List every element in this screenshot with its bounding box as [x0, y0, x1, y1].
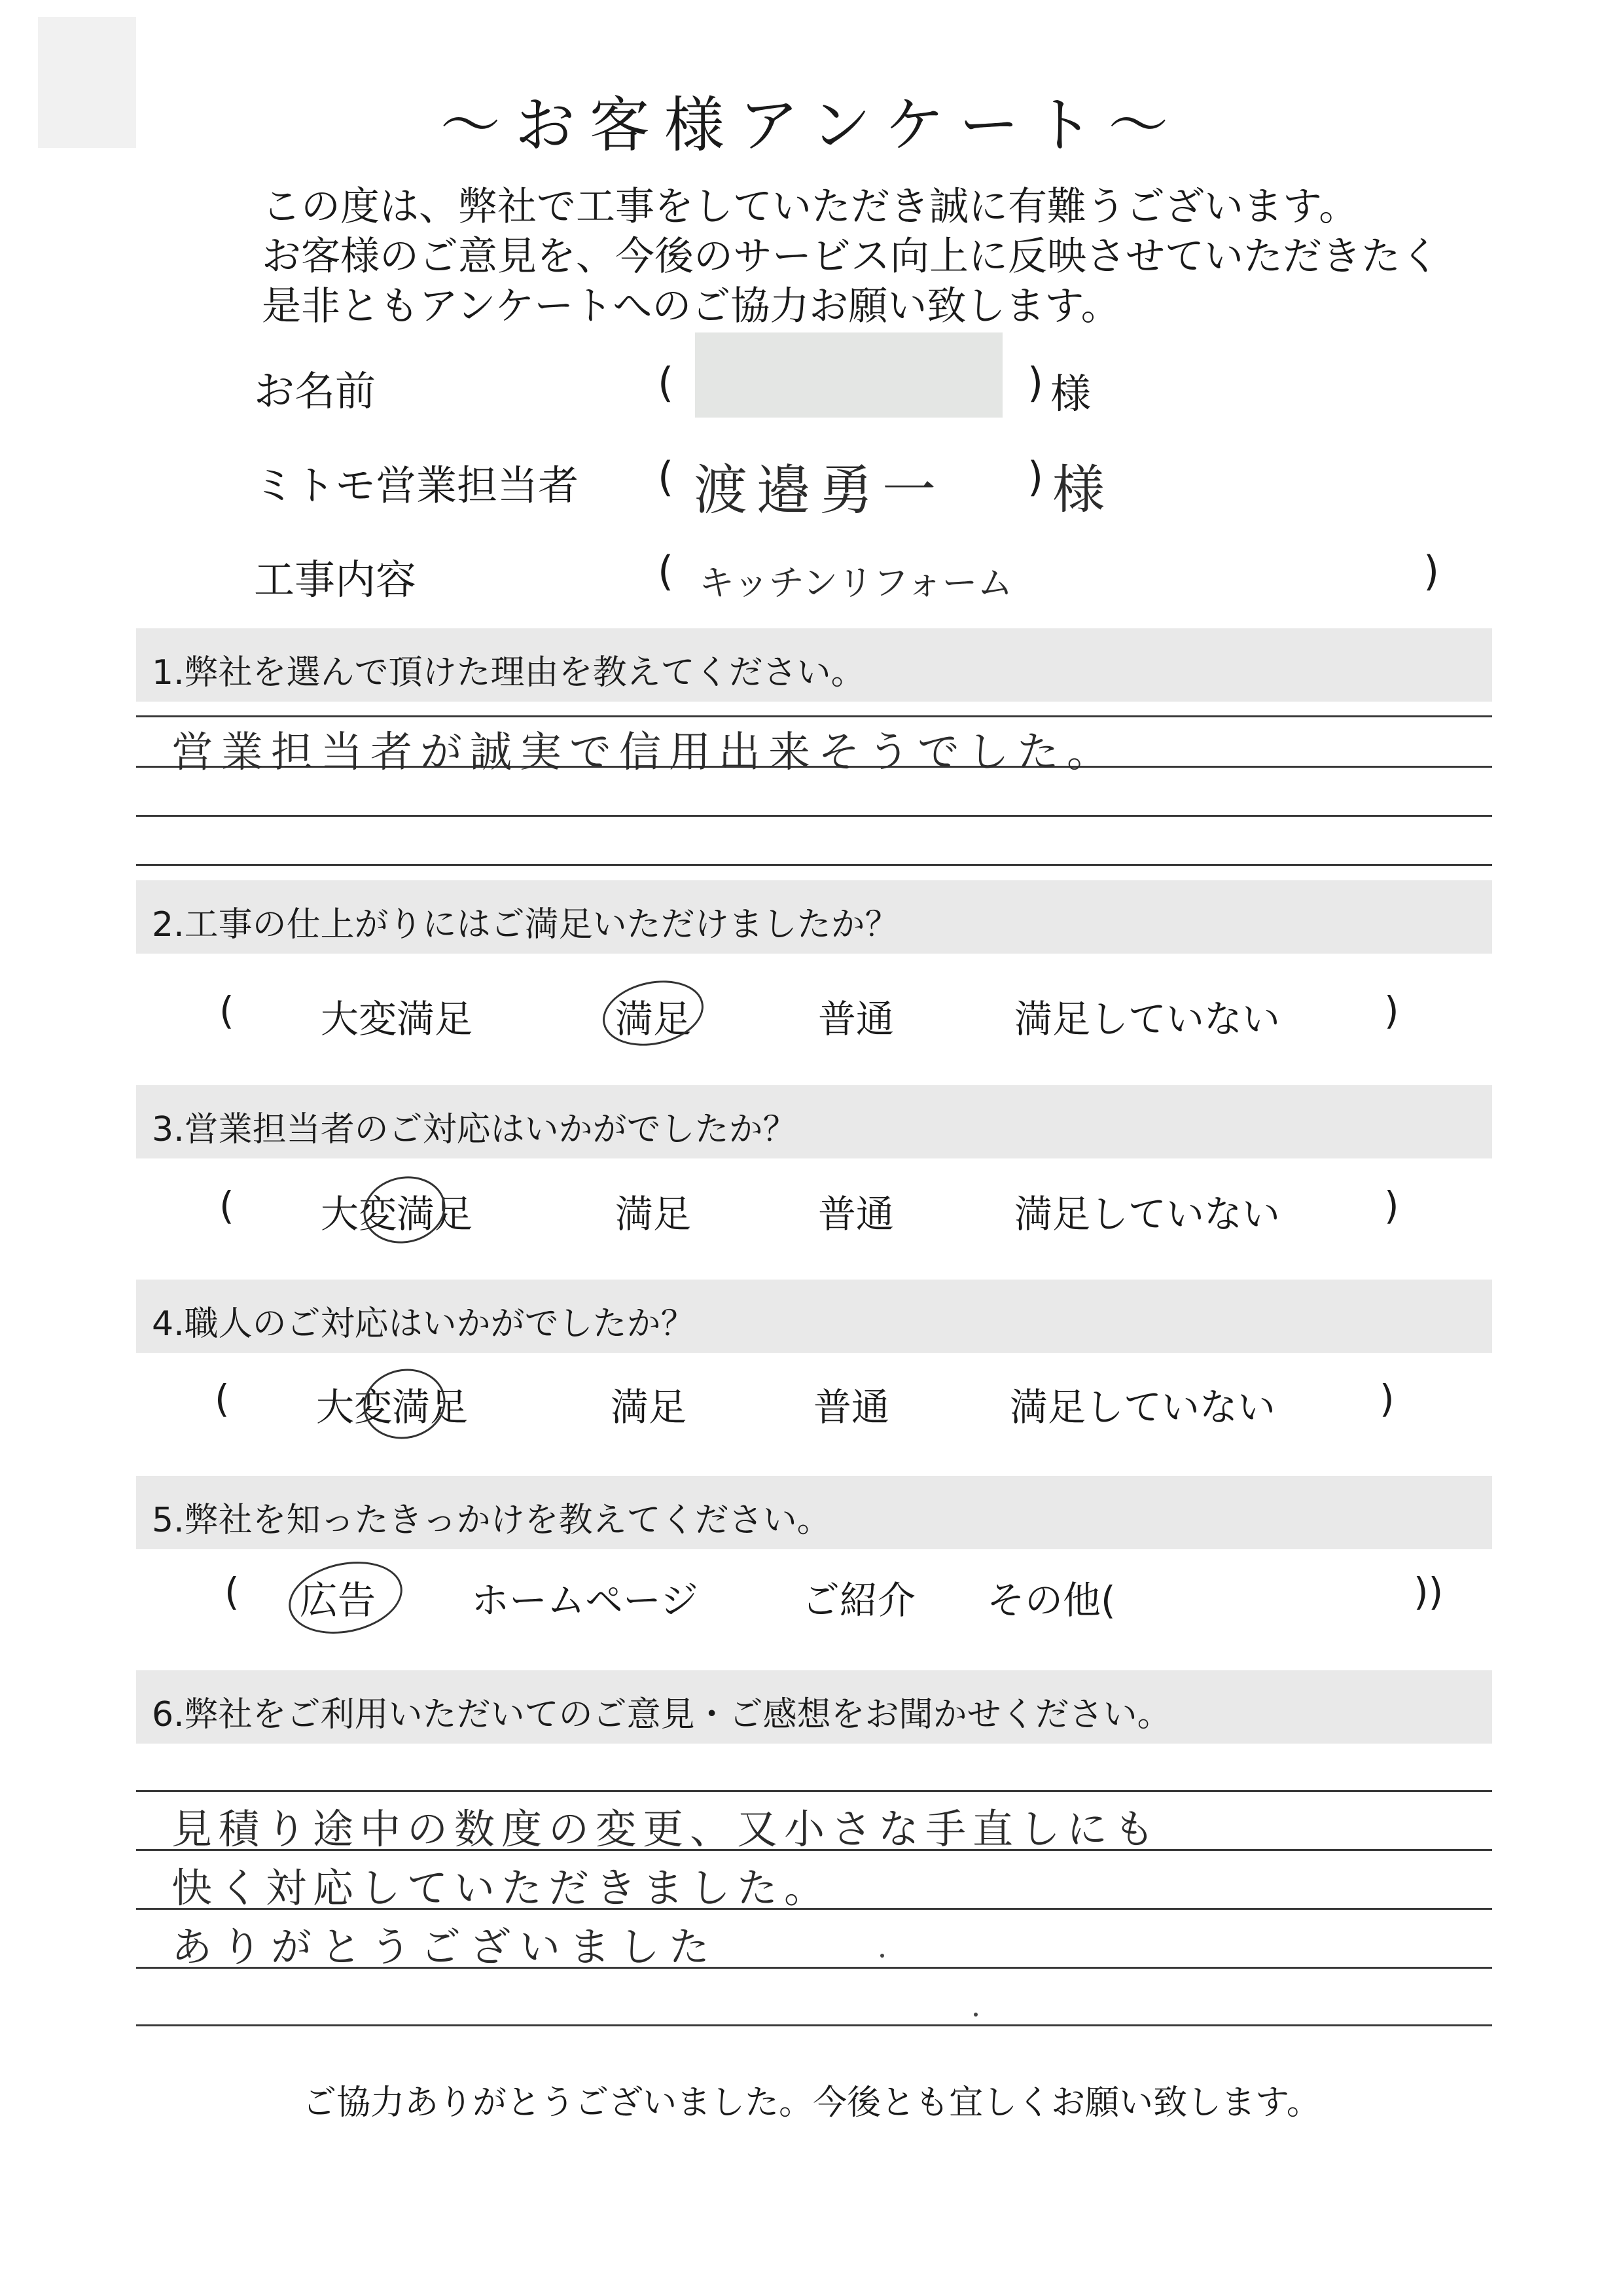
- q2-option-satisfied: 満足: [615, 997, 692, 1041]
- ink-dot: [974, 2013, 978, 2017]
- q6-question: 6.弊社をご利用いただいてのご意見・ご感想をお聞かせください。: [152, 1695, 1171, 1734]
- q2-option-very-satisfied: 大変満足: [321, 997, 473, 1041]
- q4-open-paren: (: [215, 1376, 230, 1421]
- q4-option-very-satisfied: 大変満足: [316, 1385, 469, 1429]
- work-label: 工事内容: [254, 556, 417, 603]
- answer-rule: [136, 715, 1492, 717]
- q4-question: 4.職人のご対応はいかがでしたか？: [152, 1304, 695, 1344]
- intro-line: 是非ともアンケートへのご協力お願い致します。: [262, 283, 1120, 329]
- q3-option-very-satisfied: 大変満足: [321, 1192, 473, 1236]
- q3-close-paren: ): [1384, 1183, 1399, 1228]
- q5-option-homepage: ホームページ: [471, 1578, 698, 1623]
- q2-option-not-satisfied: 満足していない: [1014, 997, 1281, 1041]
- q6-answer-line: ありがとうございました: [171, 1923, 719, 1971]
- page-title: 〜お客様アンケート〜: [440, 90, 1183, 160]
- rep-suffix: 様: [1052, 459, 1105, 520]
- q4-option-normal: 普通: [813, 1385, 890, 1429]
- answer-rule: [136, 1790, 1492, 1792]
- q5-question: 5.弊社を知ったきっかけを教えてください。: [152, 1501, 831, 1540]
- work-close-paren: ): [1423, 547, 1440, 595]
- q4-option-not-satisfied: 満足していない: [1010, 1385, 1276, 1429]
- rep-open-paren: (: [658, 453, 674, 501]
- q5-option-other: その他(: [987, 1578, 1116, 1623]
- q2-open-paren: (: [219, 988, 234, 1033]
- q2-option-normal: 普通: [818, 997, 895, 1041]
- work-open-paren: (: [658, 547, 674, 595]
- work-value: キッチンリフォーム: [699, 562, 1013, 603]
- rep-close-paren: ): [1027, 453, 1044, 501]
- name-suffix: 様: [1050, 370, 1092, 418]
- q5-open-paren: (: [224, 1570, 240, 1614]
- intro-line: お客様のご意見を、今後のサービス向上に反映させていただきたく: [262, 234, 1440, 279]
- q3-open-paren: (: [219, 1183, 234, 1228]
- q4-selection-circle: [357, 1361, 452, 1446]
- ink-dot: [880, 1954, 884, 1958]
- footer-thanks: ご協力ありがとうございました。今後とも宜しくお願い致します。: [302, 2083, 1321, 2123]
- q5-close-paren: )): [1414, 1570, 1444, 1614]
- answer-rule: [136, 864, 1492, 866]
- q3-option-normal: 普通: [818, 1192, 895, 1236]
- q2-question: 2.工事の仕上がりにはご満足いただけましたか？: [152, 905, 899, 944]
- q4-close-paren: ): [1380, 1376, 1395, 1421]
- intro-line: この度は、弊社で工事をしていただき誠に有難うございます。: [262, 184, 1359, 230]
- q2-selection-circle: [597, 972, 710, 1054]
- rep-value: 渡邉勇一: [694, 459, 946, 522]
- q6-answer-line: 快く対応していただきました。: [171, 1864, 832, 1912]
- answer-rule: [136, 2024, 1492, 2026]
- rep-label: ミトモ営業担当者: [254, 461, 579, 509]
- redacted-name: [695, 332, 1003, 418]
- q1-answer: 営業担当者が誠実で信用出来そうでした。: [171, 728, 1116, 777]
- q3-option-satisfied: 満足: [615, 1192, 692, 1236]
- name-open-paren: (: [658, 359, 674, 406]
- q1-question: 1.弊社を選んで頂けた理由を教えてください。: [152, 653, 865, 692]
- q5-option-ad: 広告: [300, 1578, 376, 1623]
- intro-text: [262, 182, 1440, 331]
- q5-selection-circle: [282, 1552, 409, 1643]
- name-label: お名前: [254, 367, 376, 415]
- q3-question: 3.営業担当者のご対応はいかがでしたか？: [152, 1110, 797, 1149]
- q5-option-referral: ご紹介: [802, 1578, 916, 1623]
- name-close-paren: ): [1027, 359, 1044, 406]
- answer-rule: [136, 815, 1492, 817]
- q6-answer-line: 見積り途中の数度の変更、又小さな手直しにも: [171, 1805, 1162, 1853]
- q4-option-satisfied: 満足: [611, 1385, 687, 1429]
- q2-close-paren: ): [1384, 988, 1399, 1033]
- q3-option-not-satisfied: 満足していない: [1014, 1192, 1281, 1236]
- q3-selection-circle: [357, 1169, 452, 1251]
